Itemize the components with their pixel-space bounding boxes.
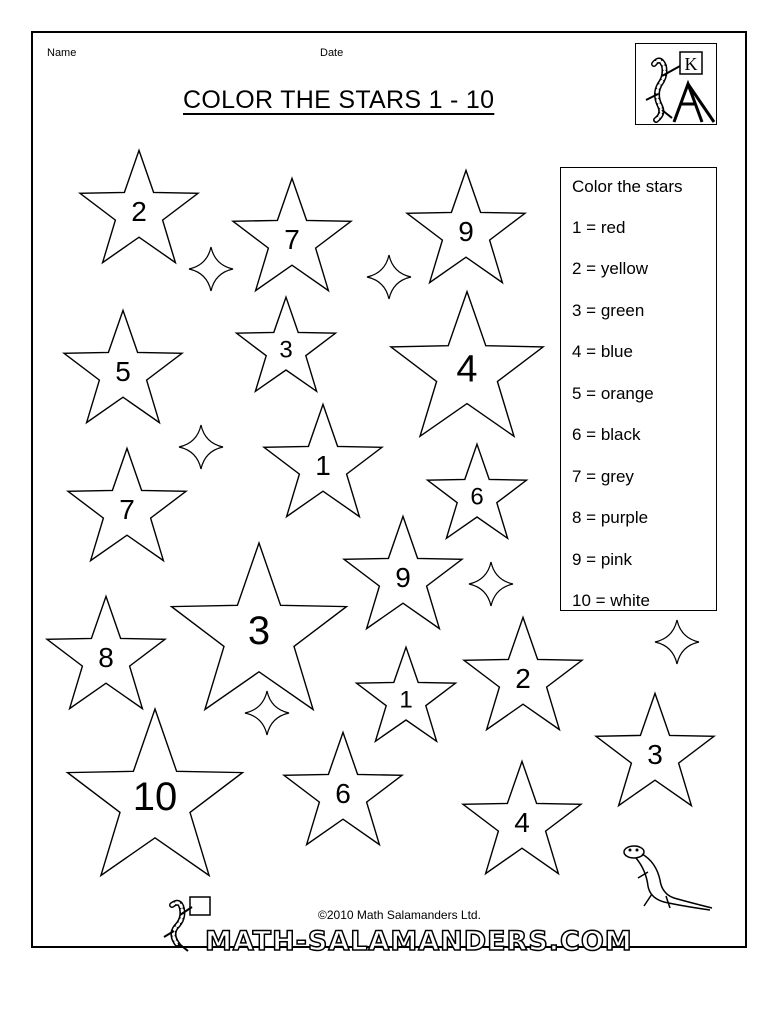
number-star [344, 516, 462, 628]
salamander-doodle-icon [618, 838, 718, 923]
star-number: 5 [115, 355, 131, 387]
number-star [68, 709, 243, 876]
star-number: 6 [335, 777, 351, 809]
sparkle-icon [245, 691, 289, 735]
number-star [407, 170, 525, 282]
number-star [172, 543, 347, 710]
star-number: 9 [395, 561, 411, 593]
number-star [68, 448, 186, 560]
star-number: 6 [470, 483, 484, 511]
star-number: 4 [514, 806, 530, 838]
color-key-item: 3 = green [572, 301, 645, 320]
star-number: 1 [399, 686, 413, 714]
star-number: 4 [456, 348, 478, 391]
color-key-item: 9 = pink [572, 550, 633, 569]
number-star [64, 310, 182, 422]
number-star [80, 150, 198, 262]
number-star [233, 178, 351, 290]
star-number: 2 [515, 662, 531, 694]
star-number: 7 [284, 223, 300, 255]
number-star [596, 693, 714, 805]
color-key-item: 10 = white [572, 591, 650, 610]
color-key-item: 8 = purple [572, 508, 649, 527]
color-key-heading: Color the stars [572, 177, 683, 196]
color-key-item: 1 = red [572, 218, 626, 237]
number-star [391, 292, 543, 437]
number-star [47, 596, 165, 708]
number-star [264, 404, 382, 516]
number-star [357, 647, 456, 741]
number-star [428, 444, 527, 538]
star-number: 3 [647, 738, 663, 770]
star-number: 10 [132, 775, 178, 819]
color-key-item: 6 = black [572, 425, 641, 444]
copyright-text: ©2010 Math Salamanders Ltd. [318, 908, 481, 922]
number-star [464, 617, 582, 729]
color-key-item: 4 = blue [572, 342, 633, 361]
star-number: 8 [98, 641, 114, 673]
star-number: 9 [458, 215, 474, 247]
sparkle-icon [179, 425, 223, 469]
star-number: 3 [279, 336, 293, 364]
brand-logo-text: MATH-SALAMANDERS.COM [205, 926, 633, 957]
number-star [284, 732, 402, 844]
color-key-item: 5 = orange [572, 384, 654, 403]
color-key-item: 7 = grey [572, 467, 634, 486]
star-number: 2 [131, 195, 147, 227]
date-label: Date [320, 47, 344, 59]
star-number: 7 [119, 493, 135, 525]
sparkle-icon [655, 620, 699, 664]
sparkle-icon [367, 255, 411, 299]
name-label: Name [47, 47, 77, 59]
color-key-item: 2 = yellow [572, 259, 649, 278]
number-star [463, 761, 581, 873]
page-title: COLOR THE STARS 1 - 10 [183, 86, 495, 114]
star-number: 1 [315, 449, 331, 481]
sparkle-icon [469, 562, 513, 606]
sparkle-icon [189, 247, 233, 291]
badge-letter: K [684, 54, 698, 74]
number-star [237, 297, 336, 391]
star-number: 3 [247, 609, 271, 653]
